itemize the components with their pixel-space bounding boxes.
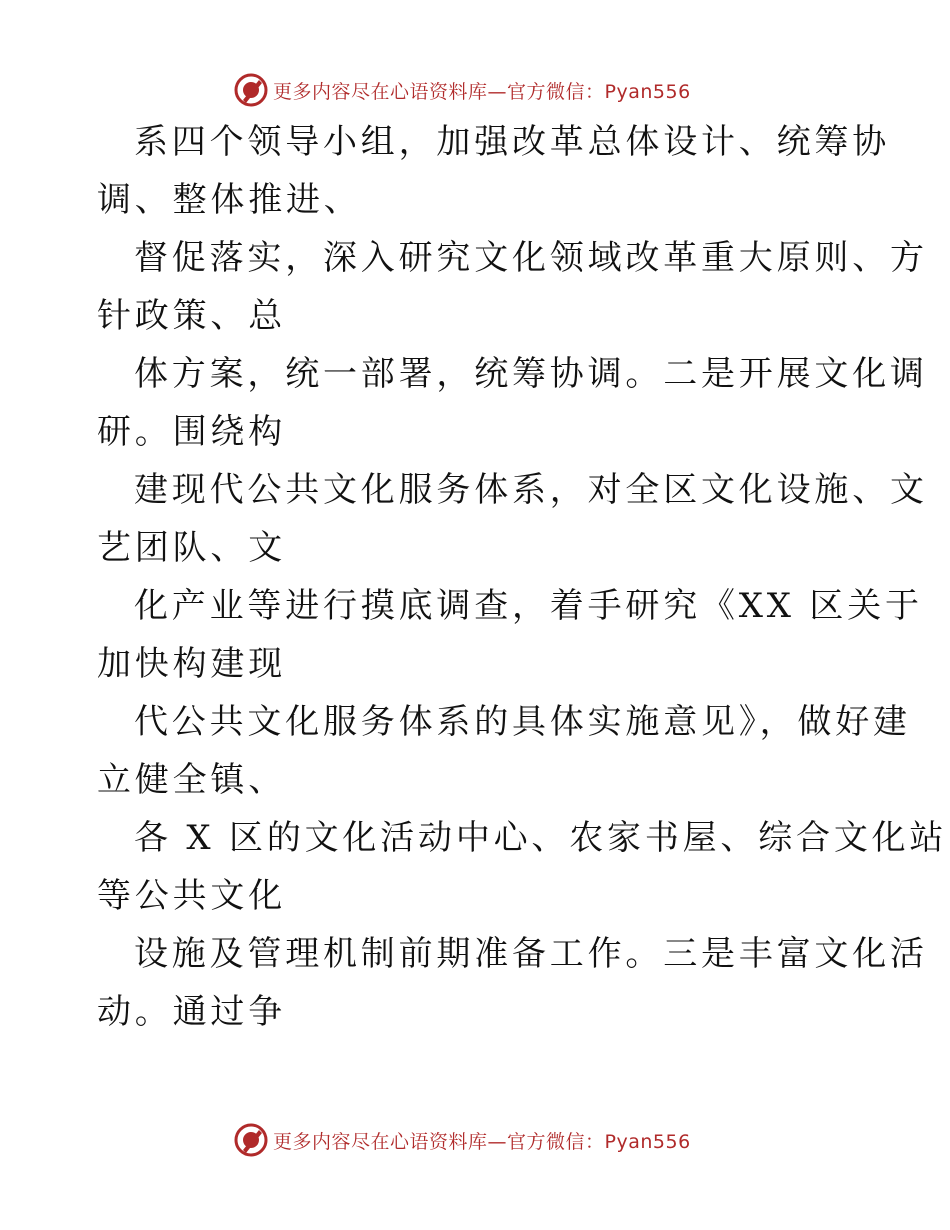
body-line: 系四个领导小组，加强改革总体设计、统筹协 [134,122,890,162]
brand-logo-icon [233,1122,269,1158]
body-line: 化产业等进行摸底调查，着手研究《XX 区关于 [134,586,923,626]
body-line: 代公共文化服务体系的具体实施意见》，做好建 [134,702,911,742]
body-line: 动。通过争 [97,992,286,1032]
body-line: 调、整体推进、 [97,180,362,220]
body-line: 艺团队、文 [97,528,286,568]
body-line: 设施及管理机制前期准备工作。三是丰富文化活 [134,934,928,974]
body-line: 督促落实，深入研究文化领域改革重大原则、方 [134,238,928,278]
body-line: 加快构建现 [97,644,286,684]
header-banner-text: 更多内容尽在心语资料库—官方微信：Pyan556 [273,80,691,103]
body-line: 各 X 区的文化活动中心、农家书屋、综合文化站 [134,818,948,858]
footer-banner [233,1120,753,1160]
header-banner [233,70,753,110]
body-line: 研。围绕构 [97,412,286,452]
brand-logo-icon [233,72,269,108]
body-line: 建现代公共文化服务体系，对全区文化设施、文 [134,470,928,510]
body-line: 等公共文化 [97,876,286,916]
body-line: 针政策、总 [97,296,286,336]
body-line: 体方案，统一部署，统筹协调。二是开展文化调 [134,354,928,394]
footer-banner-text: 更多内容尽在心语资料库—官方微信：Pyan556 [273,1130,691,1153]
body-line: 立健全镇、 [97,760,286,800]
